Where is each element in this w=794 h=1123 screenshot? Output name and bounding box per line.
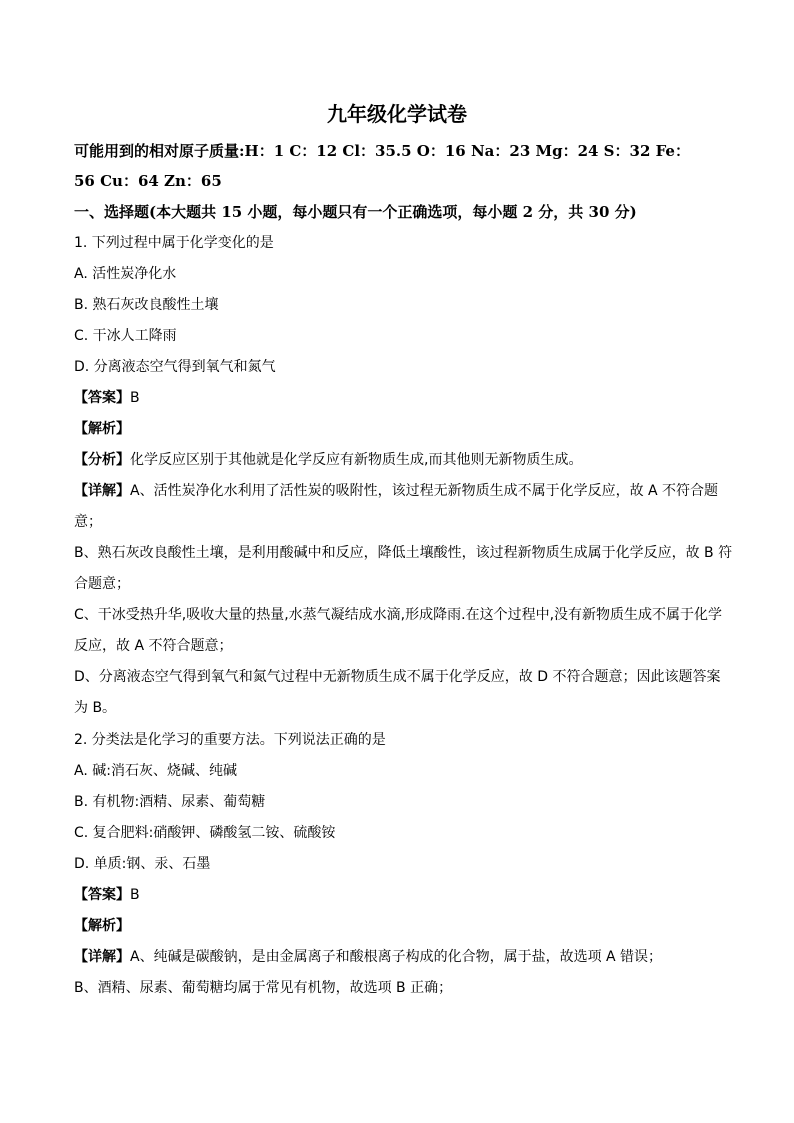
q2-option-a: A. 碱:消石灰、烧碱、纯碱 bbox=[74, 763, 237, 779]
q1-option-c: C. 干冰人工降雨 bbox=[74, 328, 177, 344]
q1-detail-b-line1: B、熟石灰改良酸性土壤，是利用酸碱中和反应，降低土壤酸性，该过程新物质生成属于化学反应，故 B 符 bbox=[74, 545, 733, 561]
q2-option-b: B. 有机物:酒精、尿素、葡萄糖 bbox=[74, 794, 266, 810]
q1-fenxi-text: 化学反应区别于其他就是化学反应有新物质生成,而其他则无新物质生成。 bbox=[130, 452, 583, 468]
q2-detail-b: B、酒精、尿素、葡萄糖均属于常见有机物，故选项 B 正确； bbox=[74, 980, 453, 996]
q1-detail-b-line2: 合题意； bbox=[74, 576, 130, 592]
atomic-mass-line-1: 可能用到的相对原子质量:H：1 C：12 Cl：35.5 O：16 Na：23 Mg：24 S：32 Fe： bbox=[74, 142, 690, 160]
question-2-stem: 2. 分类法是化学习的重要方法。下列说法正确的是 bbox=[74, 732, 386, 748]
q2-answer-value: B bbox=[130, 887, 140, 903]
q2-detail-a bbox=[74, 948, 662, 966]
q1-detail-a-text1: A、活性炭净化水利用了活性炭的吸附性，该过程无新物质生成不属于化学反应，故 A 不符合题 bbox=[130, 483, 719, 499]
q2-answer bbox=[74, 886, 140, 904]
q1-option-a: A. 活性炭净化水 bbox=[74, 266, 177, 282]
q1-option-b: B. 熟石灰改良酸性土壤 bbox=[74, 297, 219, 313]
q1-fenxi-tag: 【分析】 bbox=[74, 452, 130, 468]
atomic-mass-line-2: 56 Cu：64 Zn：65 bbox=[74, 172, 222, 190]
q1-answer bbox=[74, 389, 140, 407]
q2-option-c: C. 复合肥料:硝酸钾、磷酸氢二铵、硫酸铵 bbox=[74, 825, 336, 841]
q1-answer-value: B bbox=[130, 390, 140, 406]
q1-detail-c-line1: C、干冰受热升华,吸收大量的热量,水蒸气凝结成水滴,形成降雨.在这个过程中,没有新物质生成不属于化学 bbox=[74, 607, 723, 623]
page-title: 九年级化学试卷 bbox=[327, 102, 467, 126]
q2-analysis-tag: 【解析】 bbox=[74, 918, 130, 934]
section-heading: 一、选择题(本大题共 15 小题，每小题只有一个正确选项，每小题 2 分，共 30 分) bbox=[74, 203, 637, 221]
q2-option-d: D. 单质:钢、汞、石墨 bbox=[74, 856, 211, 872]
q2-detail-tag: 【详解】 bbox=[74, 949, 130, 965]
q1-detail-c-line2: 反应，故 A 不符合题意； bbox=[74, 638, 233, 654]
q1-detail-a-line1 bbox=[74, 482, 718, 500]
q1-option-d: D. 分离液态空气得到氧气和氮气 bbox=[74, 359, 276, 375]
q1-analysis-tag: 【解析】 bbox=[74, 421, 130, 437]
q1-detail-tag: 【详解】 bbox=[74, 483, 130, 499]
q2-detail-a-text: A、纯碱是碳酸钠，是由金属离子和酸根离子构成的化合物，属于盐，故选项 A 错误； bbox=[130, 949, 663, 965]
question-1-stem: 1. 下列过程中属于化学变化的是 bbox=[74, 235, 274, 251]
q1-answer-tag: 【答案】 bbox=[74, 390, 130, 406]
q2-answer-tag: 【答案】 bbox=[74, 887, 130, 903]
q1-detail-d-line2: 为 B。 bbox=[74, 700, 117, 716]
q1-detail-a-line2: 意； bbox=[74, 514, 102, 530]
q1-detail-d-line1: D、分离液态空气得到氧气和氮气过程中无新物质生成不属于化学反应，故 D 不符合题意；因此该题答案 bbox=[74, 669, 721, 685]
q1-fenxi bbox=[74, 451, 582, 469]
